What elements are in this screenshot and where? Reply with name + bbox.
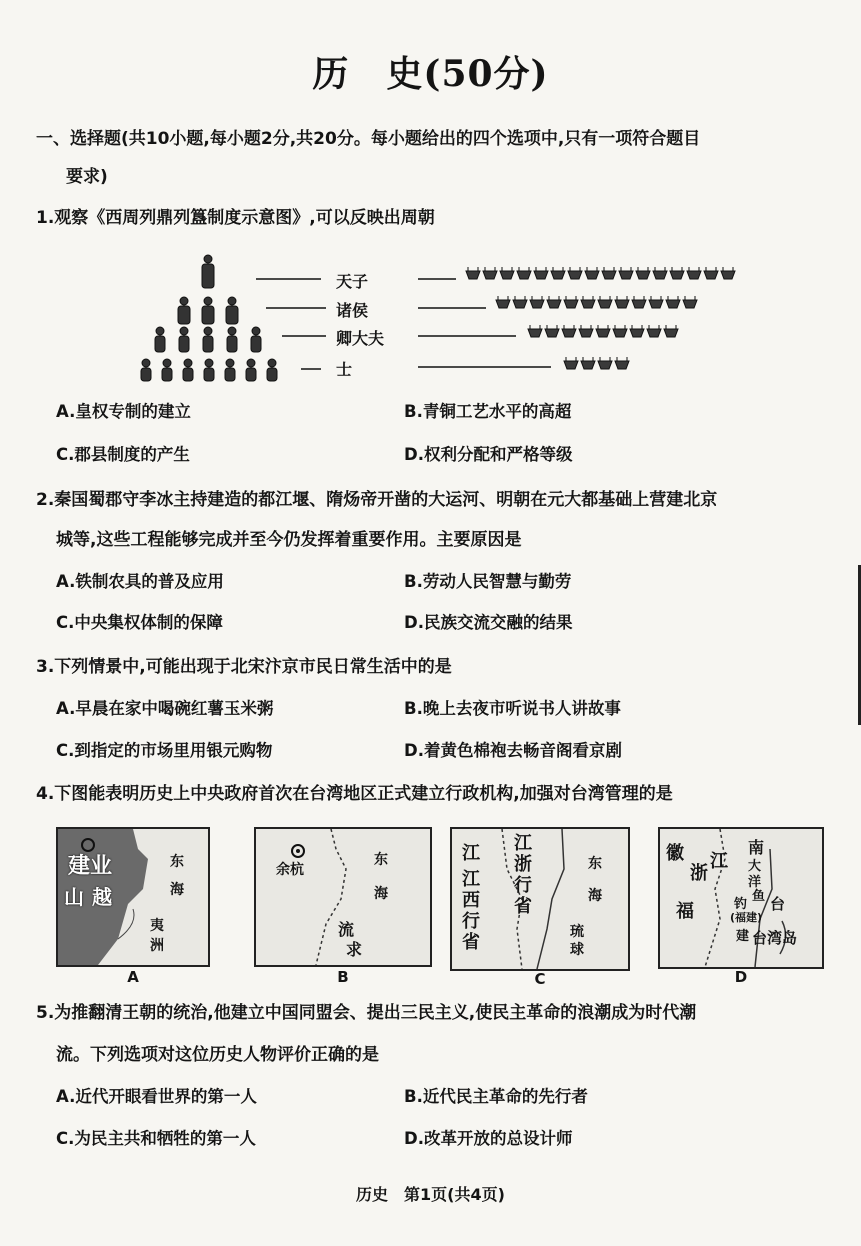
map-d-label-jian: 建 bbox=[736, 929, 750, 944]
map-a bbox=[56, 827, 210, 967]
vessel-icon bbox=[615, 296, 629, 308]
map-d-letter: D bbox=[734, 968, 748, 986]
map-a-label-zhou: 洲 bbox=[150, 938, 164, 954]
vessel-icon bbox=[653, 267, 667, 279]
vessel-icon bbox=[670, 267, 684, 279]
question-3-stem: 3.下列情景中,可能出现于北宋汴京市民日常生活中的是 bbox=[36, 657, 452, 677]
vessel-icon bbox=[598, 296, 612, 308]
vessel-icon bbox=[649, 296, 663, 308]
vessel-icon bbox=[568, 267, 582, 279]
q5-option-b: B.近代民主革命的先行者 bbox=[404, 1087, 588, 1106]
vessel-icon bbox=[547, 296, 561, 308]
vessel-icon bbox=[564, 296, 578, 308]
vessel-icon bbox=[647, 325, 661, 337]
map-a-letter: A bbox=[127, 968, 139, 986]
vessel-icon bbox=[683, 296, 697, 308]
vessel-icon bbox=[581, 357, 595, 369]
vessel-icon bbox=[632, 296, 646, 308]
map-d-label-da: 大 bbox=[748, 859, 762, 874]
question-4-stem: 4.下图能表明历史上中央政府首次在台湾地区正式建立行政机构,加强对台湾管理的是 bbox=[36, 784, 673, 804]
map-a-label-yue: 越 bbox=[92, 885, 112, 909]
map-d-label-taiwan-island: 台湾岛 bbox=[752, 929, 798, 947]
rank-label-qingdafu: 卿大夫 bbox=[336, 329, 385, 348]
vessel-icon bbox=[613, 325, 627, 337]
map-c-label-qiu: 球 bbox=[570, 942, 584, 958]
q1-option-c: C.郡县制度的产生 bbox=[56, 445, 190, 464]
map-d-label-tai: 台 bbox=[770, 895, 786, 913]
vessel-icon bbox=[517, 267, 531, 279]
q3-option-b: B.晚上去夜市听说书人讲故事 bbox=[404, 699, 621, 718]
map-d-label-jiang: 江 bbox=[710, 851, 728, 872]
q5-option-d: D.改革开放的总设计师 bbox=[404, 1129, 573, 1148]
question-2-stem-cont: 城等,这些工程能够完成并至今仍发挥着重要作用。主要原因是 bbox=[56, 530, 522, 550]
rank-label-tianzi: 天子 bbox=[336, 272, 369, 291]
map-c-label-jiangxi-province: 江西行省 bbox=[462, 869, 480, 953]
q1-option-a: A.皇权专制的建立 bbox=[56, 402, 191, 421]
q2-option-c: C.中央集权体制的保障 bbox=[56, 613, 223, 632]
map-c bbox=[450, 827, 630, 971]
vessel-icon bbox=[585, 267, 599, 279]
ding-gui-diagram bbox=[136, 245, 776, 390]
section-heading: 一、选择题(共10小题,每小题2分,共20分。每小题给出的四个选项中,只有一项符合题目 bbox=[36, 129, 701, 149]
vessel-icon bbox=[500, 267, 514, 279]
map-a-label-shan: 山 bbox=[64, 885, 84, 909]
q2-option-d: D.民族交流交融的结果 bbox=[404, 613, 573, 632]
map-a-label-jianye: 建业 bbox=[68, 854, 113, 879]
vessel-icon bbox=[466, 267, 480, 279]
vessel-icon bbox=[545, 325, 559, 337]
section-heading-cont: 要求) bbox=[66, 167, 108, 187]
map-b-label-hai: 海 bbox=[374, 886, 388, 902]
q3-option-a: A.早晨在家中喝碗红薯玉米粥 bbox=[56, 699, 274, 718]
vessel-icon bbox=[687, 267, 701, 279]
map-d-label-hui: 徽 bbox=[666, 843, 684, 864]
vessel-icon bbox=[513, 296, 527, 308]
vessel-icon bbox=[602, 267, 616, 279]
map-d-label-yang: 洋 bbox=[748, 875, 762, 890]
rank-label-shi: 士 bbox=[336, 360, 353, 379]
map-a-label-hai: 海 bbox=[170, 882, 184, 898]
q2-option-a: A.铁制农具的普及应用 bbox=[56, 572, 224, 591]
vessel-icon bbox=[581, 296, 595, 308]
vessel-icon bbox=[596, 325, 610, 337]
map-c-label-liu: 琉 bbox=[570, 924, 584, 940]
page-title: 历 史(50分) bbox=[312, 53, 549, 95]
vessel-icon bbox=[564, 357, 578, 369]
vessel-icon bbox=[666, 296, 680, 308]
map-c-label-jiang: 江 bbox=[462, 843, 480, 864]
map-b-label-yuhang: 余杭 bbox=[276, 862, 304, 878]
map-d-label-fu: 福 bbox=[676, 901, 694, 922]
map-c-label-hai: 海 bbox=[588, 888, 602, 904]
map-b-label-qiu: 求 bbox=[346, 940, 363, 959]
map-b-label-liu: 流 bbox=[338, 920, 355, 939]
question-2-stem: 2.秦国蜀郡守李冰主持建造的都江堰、隋炀帝开凿的大运河、明朝在元大都基础上营建北京 bbox=[36, 490, 718, 510]
vessel-icon bbox=[636, 267, 650, 279]
map-b bbox=[254, 827, 432, 967]
map-d-label-yu: 鱼 bbox=[752, 889, 766, 904]
ding-gui-diagram-figures bbox=[136, 245, 776, 390]
q1-option-b: B.青铜工艺水平的高超 bbox=[404, 402, 572, 421]
q3-option-c: C.到指定的市场里用银元购物 bbox=[56, 741, 273, 760]
vessel-icon bbox=[704, 267, 718, 279]
map-d-label-zhe: 浙 bbox=[690, 863, 708, 884]
map-d bbox=[658, 827, 824, 969]
vessel-icon bbox=[530, 296, 544, 308]
q5-option-c: C.为民主共和牺牲的第一人 bbox=[56, 1129, 256, 1148]
q3-option-d: D.着黄色棉袍去畅音阁看京剧 bbox=[404, 741, 622, 760]
map-a-label-yi: 夷 bbox=[150, 918, 164, 934]
vessel-icon bbox=[615, 357, 629, 369]
vessel-icon bbox=[528, 325, 542, 337]
vessel-icon bbox=[496, 296, 510, 308]
map-d-label-fujian-paren: (福建) bbox=[730, 911, 763, 924]
map-c-label-jiangzhe-province: 江浙行省 bbox=[514, 833, 532, 917]
vessel-icon bbox=[562, 325, 576, 337]
vessel-icon bbox=[630, 325, 644, 337]
vessel-icon bbox=[664, 325, 678, 337]
vessel-icon bbox=[598, 357, 612, 369]
q5-option-a: A.近代开眼看世界的第一人 bbox=[56, 1087, 257, 1106]
question-1-stem: 1.观察《西周列鼎列簋制度示意图》,可以反映出周朝 bbox=[36, 208, 435, 228]
map-b-label-dong: 东 bbox=[374, 852, 388, 868]
q2-option-b: B.劳动人民智慧与勤劳 bbox=[404, 572, 572, 591]
map-d-label-nan: 南 bbox=[748, 838, 765, 857]
question-5-stem: 5.为推翻清王朝的统治,他建立中国同盟会、提出三民主义,使民主革命的浪潮成为时代潮 bbox=[36, 1003, 697, 1023]
vessel-icon bbox=[619, 267, 633, 279]
q1-option-d: D.权利分配和严格等级 bbox=[404, 445, 573, 464]
vessel-icon bbox=[534, 267, 548, 279]
page-footer: 历史 第1页(共4页) bbox=[356, 1185, 505, 1204]
map-b-letter: B bbox=[337, 968, 349, 986]
map-c-letter: C bbox=[534, 970, 546, 988]
map-a-label-dong: 东 bbox=[170, 854, 184, 870]
vessel-icon bbox=[483, 267, 497, 279]
question-5-stem-cont: 流。下列选项对这位历史人物评价正确的是 bbox=[56, 1045, 379, 1065]
map-d-label-diao: 钓 bbox=[734, 897, 748, 912]
vessel-icon bbox=[551, 267, 565, 279]
rank-label-zhuhou: 诸侯 bbox=[336, 301, 369, 320]
map-c-label-dong: 东 bbox=[588, 856, 602, 872]
vessel-icon bbox=[579, 325, 593, 337]
vessel-icon bbox=[721, 267, 735, 279]
